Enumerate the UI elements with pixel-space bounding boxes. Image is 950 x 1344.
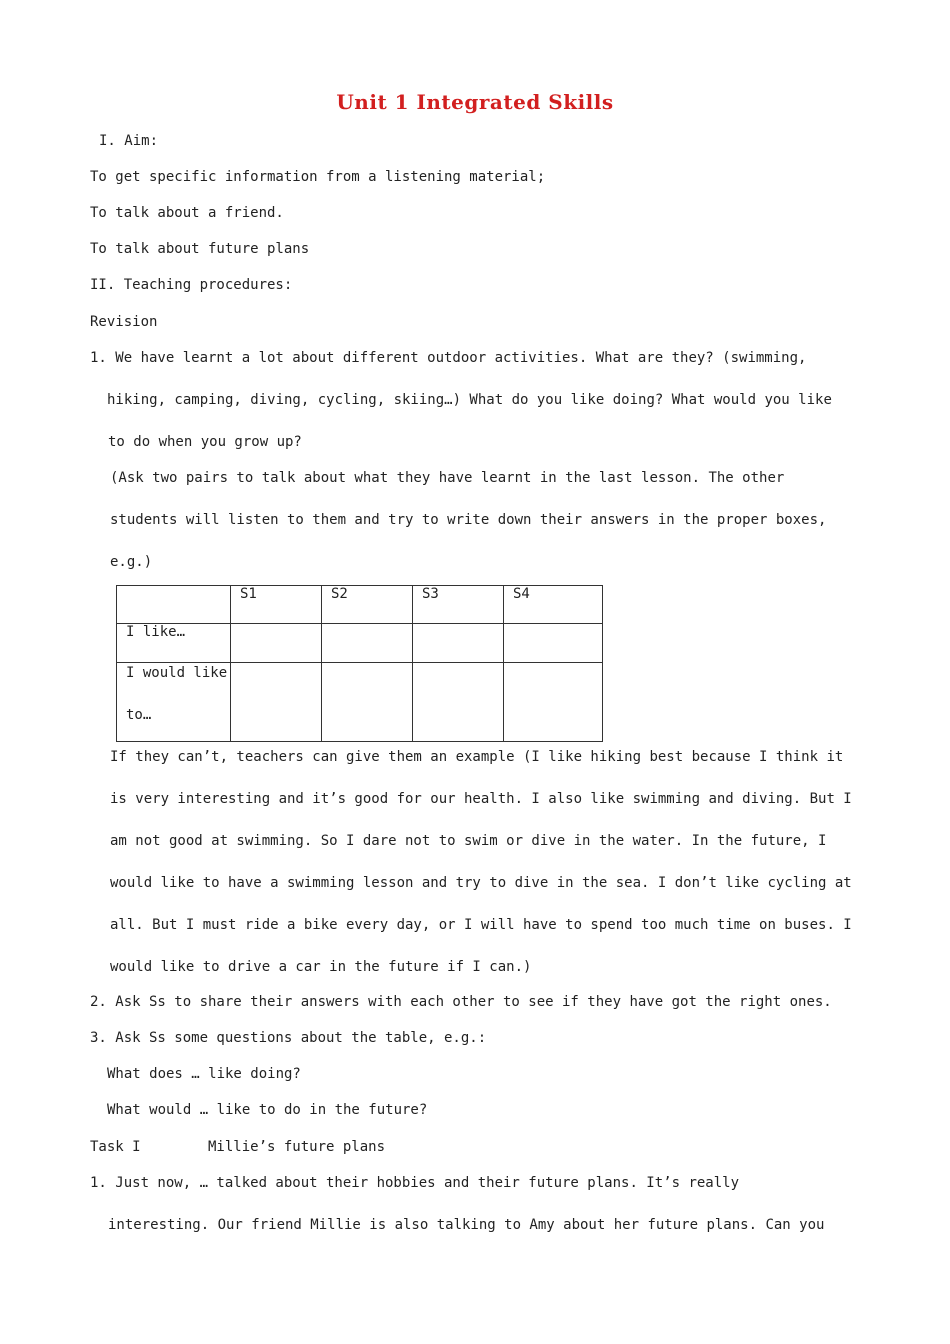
task-paragraph-line-2: interesting. Our friend Millie is also talking to Amy about her future plans. Can you: [108, 1217, 825, 1233]
table-row: [117, 624, 603, 663]
revision-heading: Revision: [90, 314, 158, 330]
question-1: What does … like doing?: [107, 1066, 301, 1082]
aim-line-3: To talk about future plans: [90, 241, 310, 257]
paragraph-1-line-6: e.g.): [110, 554, 153, 570]
table-cell: [322, 624, 413, 663]
example-line-4: would like to have a swimming lesson and try to dive in the sea. I don’t like cycling at: [110, 875, 852, 891]
paragraph-1-line-2: hiking, camping, diving, cycling, skiing…) What do you like doing? What would you like: [107, 392, 832, 408]
example-line-5: all. But I must ride a bike every day, or I will have to spend too much time on buses. I: [110, 917, 852, 933]
answers-table: [116, 585, 603, 742]
row-label-would-like: [117, 663, 231, 742]
task-paragraph-line-1: 1. Just now, … talked about their hobbies and their future plans. It’s really: [90, 1175, 740, 1191]
example-line-1: If they can’t, teachers can give them an example (I like hiking best because I think it: [110, 749, 844, 765]
table-cell: [413, 663, 504, 742]
table-row: [117, 663, 603, 742]
table-cell: [504, 663, 603, 742]
example-line-2: is very interesting and it’s good for our health. I also like swimming and diving. But I: [110, 791, 852, 807]
procedures-heading: II. Teaching procedures:: [90, 277, 293, 293]
paragraph-1-line-5: students will listen to them and try to write down their answers in the proper boxes,: [110, 512, 827, 528]
table-cell: [504, 624, 603, 663]
aim-line-1: To get specific information from a listening material;: [90, 169, 546, 185]
aim-line-2: To talk about a friend.: [90, 205, 284, 221]
table-header-cell: S4: [504, 586, 603, 624]
row-label-line-2: to…: [126, 707, 152, 723]
task-title: Millie’s future plans: [208, 1139, 386, 1155]
aim-heading: I. Aim:: [99, 133, 159, 149]
document-title: Unit 1 Integrated Skills: [336, 90, 614, 114]
table-cell: [413, 624, 504, 663]
paragraph-1-line-1: 1. We have learnt a lot about different outdoor activities. What are they? (swimming,: [90, 350, 807, 366]
paragraph-1-line-3: to do when you grow up?: [108, 434, 302, 450]
row-label-line-1: I would like: [126, 665, 228, 681]
table-cell: [231, 624, 322, 663]
question-2: What would … like to do in the future?: [107, 1102, 428, 1118]
table-header-cell: S3: [413, 586, 504, 624]
table-header-cell: S2: [322, 586, 413, 624]
row-label-like: I like…: [117, 624, 231, 663]
table-cell: [231, 663, 322, 742]
example-line-6: would like to drive a car in the future if I can.): [110, 959, 532, 975]
paragraph-1-line-4: (Ask two pairs to talk about what they have learnt in the last lesson. The other: [110, 470, 785, 486]
table-cell: [322, 663, 413, 742]
task-label: Task I: [90, 1139, 141, 1155]
paragraph-2: 2. Ask Ss to share their answers with each other to see if they have got the right ones.: [90, 994, 832, 1010]
table-header-cell: S1: [231, 586, 322, 624]
paragraph-3: 3. Ask Ss some questions about the table, e.g.:: [90, 1030, 487, 1046]
table-header-cell: [117, 586, 231, 624]
table-row: [117, 586, 603, 624]
example-line-3: am not good at swimming. So I dare not to swim or dive in the water. In the future, I: [110, 833, 827, 849]
